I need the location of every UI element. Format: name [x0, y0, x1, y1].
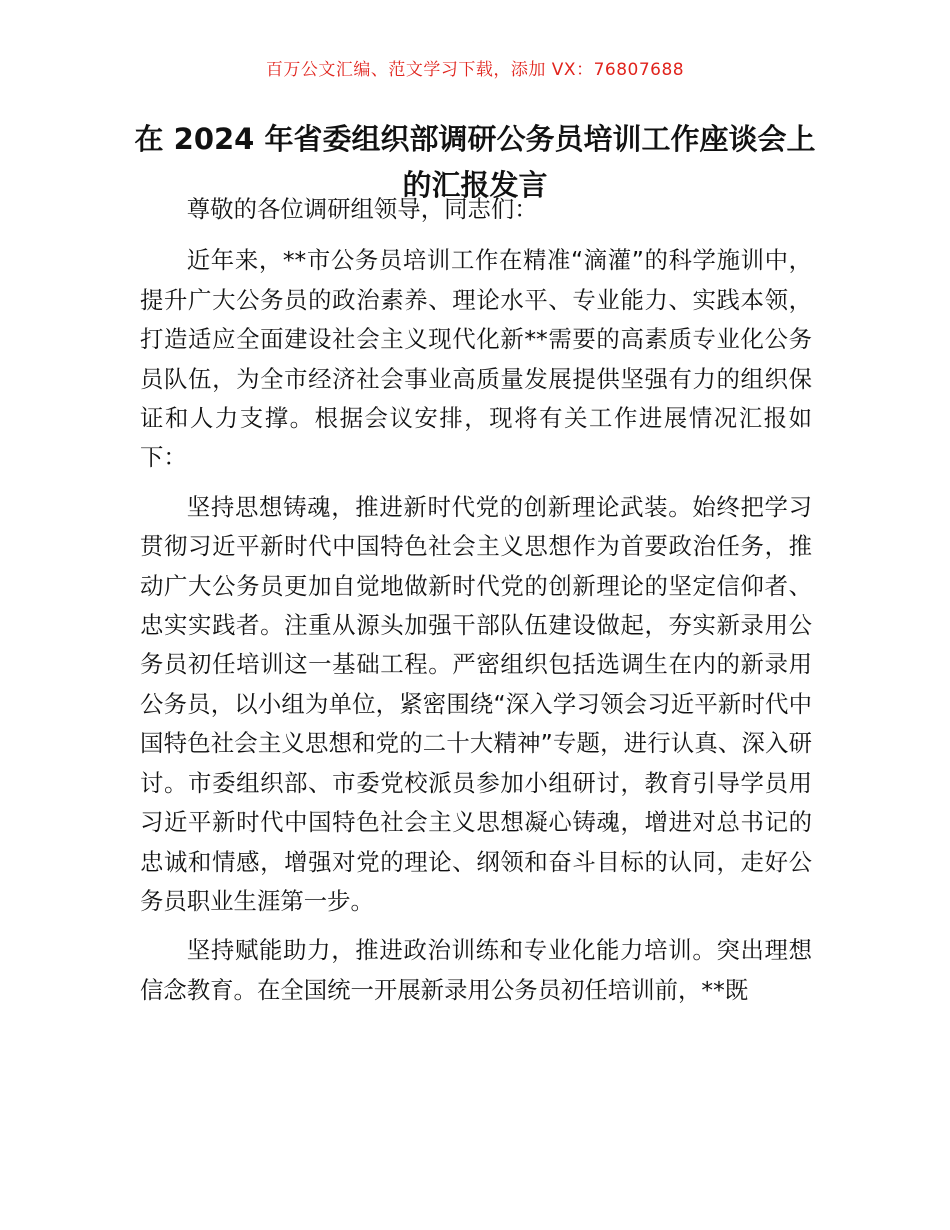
body-paragraph: 坚持思想铸魂，推进新时代党的创新理论武装。始终把学习贯彻习近平新时代中国特色社会主义思想作为首要政治任务，推动广大公务员更加自觉地做新时代党的创新理论的坚定信仰者、忠实实践者。注重从源头加强干部队伍建设做起，夯实新录用公务员初任培训这一基础工程。严密组织包括选调生在内的新录用公务员，以小组为单位，紧密围绕“深入学习领会习近平新时代中国特色社会主义思想和党的二十大精神”专题，进行认真、深入研讨。市委组织部、市委党校派员参加小组研讨，教育引导学员用习近平新时代中国特色社会主义思想凝心铸魂，增进对总书记的忠诚和情感，增强对党的理论、纲领和奋斗目标的认同，走好公务员职业生涯第一步。 — [140, 492, 812, 915]
watermark-header: 百万公文汇编、范文学习下载，添加 VX：76807688 — [265, 60, 685, 80]
intro-paragraph: 近年来，**市公务员培训工作在精准“滴灌”的科学施训中，提升广大公务员的政治素养、理论水平、专业能力、实践本领，打造适应全面建设社会主义现代化新**需要的高素质专业化公务员队伍，为全市经济社会事业高质量发展提供坚强有力的组织保证和人力支撑。根据会议安排，现将有关工作进展情况汇报如下： — [140, 246, 812, 472]
document-body — [140, 190, 812, 1020]
document-title: 在 2024 年省委组织部调研公务员培训工作座谈会上的汇报发言 — [134, 122, 816, 202]
salutation-paragraph: 尊敬的各位调研组领导，同志们： — [186, 195, 538, 223]
body-paragraph: 坚持赋能助力，推进政治训练和专业化能力培训。突出理想信念教育。在全国统一开展新录用公务员初任培训前，**既 — [140, 936, 812, 1004]
